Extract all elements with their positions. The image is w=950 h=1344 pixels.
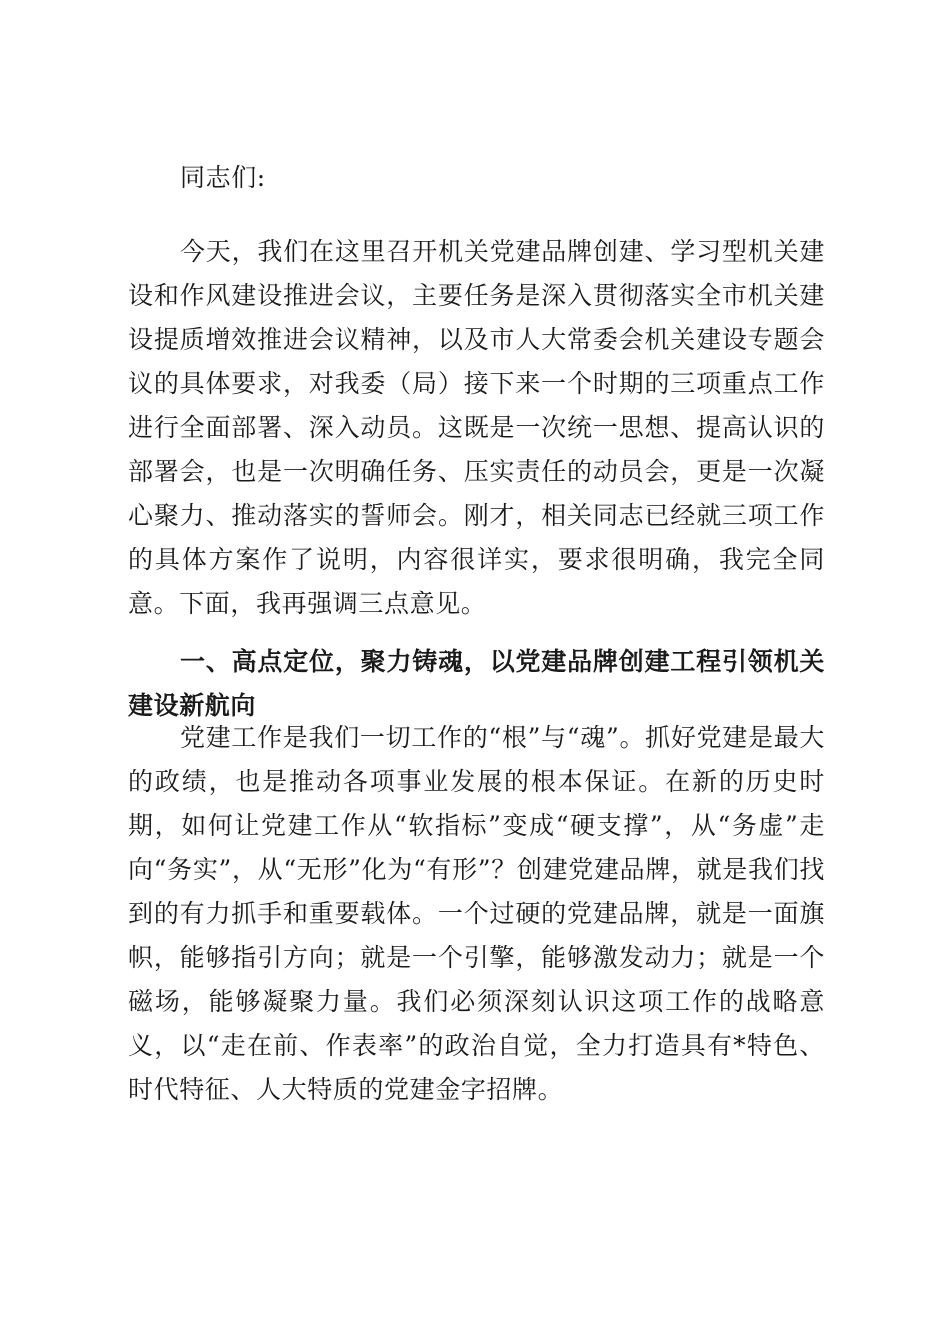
- paragraph-intro: 今天，我们在这里召开机关党建品牌创建、学习型机关建设和作风建设推进会议，主要任务是深入贯彻落实全市机关建设提质增效推进会议精神，以及市人大常委会机关建设专题会议的具体要求，对我委（局）接下来一个时期的三项重点工作进行全面部署、深入动员。这既是一次统一思想、提高认识的部署会，也是一次明确任务、压实责任的动员会，更是一次凝心聚力、推动落实的誓师会。刚才，相关同志已经就三项工作的具体方案作了说明，内容很详实，要求很明确，我完全同意。下面，我再强调三点意见。: [128, 237, 825, 618]
- section-heading-1: 一、高点定位，聚力铸魂，以党建品牌创建工程引领机关建设新航向: [128, 647, 825, 720]
- greeting: 同志们:: [180, 163, 266, 192]
- paragraph-section-1: 党建工作是我们一切工作的“根”与“魂”。抓好党建是最大的政绩，也是推动各项事业发展的根本保证。在新的历史时期，如何让党建工作从“软指标”变成“硬支撑”，从“务虚”走向“务实”，从“无形”化为“有形”？创建党建品牌，就是我们找到的有力抓手和重要载体。一个过硬的党建品牌，就是一面旗帜，能够指引方向；就是一个引擎，能够激发动力；就是一个磁场，能够凝聚力量。我们必须深刻认识这项工作的战略意义，以“走在前、作表率”的政治自觉，全力打造具有*特色、时代特征、人大特质的党建金字招牌。: [128, 723, 825, 1104]
